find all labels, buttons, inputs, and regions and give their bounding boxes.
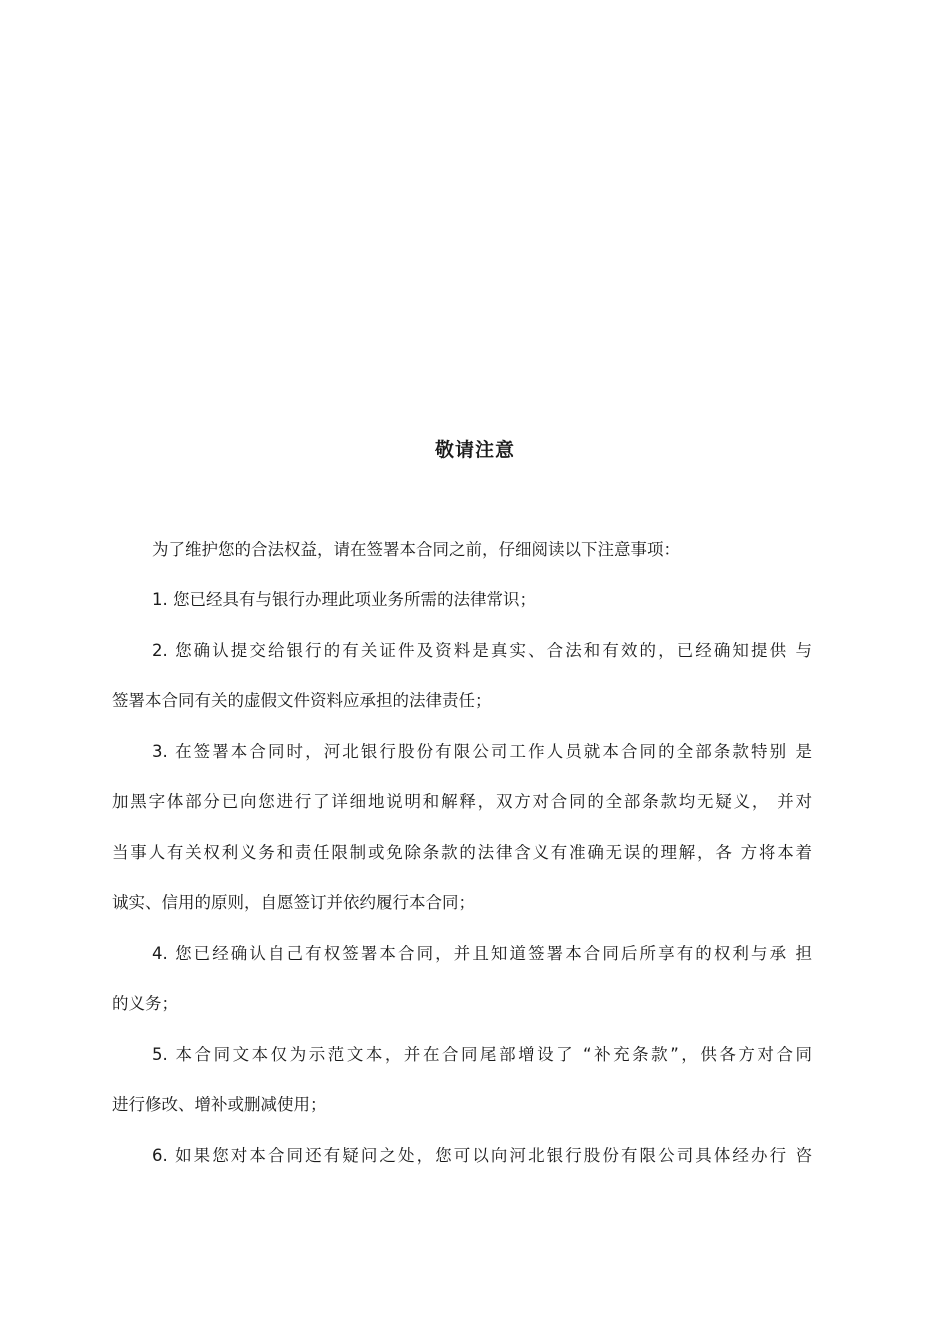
intro-line: 为了维护您的合法权益，请在签署本合同之前，仔细阅读以下注意事项： [152,540,680,559]
item-3-line-4: 诚实、信用的原则，自愿签订并依约履行本合同； [112,893,475,912]
item-3-line-3: 当事人有关权利义务和责任限制或免除条款的法律含义有准确无误的理解，各 方将本着 [112,843,812,862]
item-4-line-1: 4. 您已经确认自己有权签署本合同，并且知道签署本合同后所享有的权利与承 担 [152,944,812,963]
item-1-line: 1. 您已经具有与银行办理此项业务所需的法律常识； [152,590,536,609]
item-3-line-2: 加黑字体部分已向您进行了详细地说明和解释，双方对合同的全部条款均无疑义， 并对 [112,792,812,811]
item-6-line-1: 6. 如果您对本合同还有疑问之处，您可以向河北银行股份有限公司具体经办行 咨 [152,1146,812,1165]
item-5-line-2: 进行修改、增补或删减使用； [112,1095,327,1114]
item-2-line-2: 签署本合同有关的虚假文件资料应承担的法律责任； [112,691,492,710]
notice-title: 敬请注意 [434,439,515,461]
item-2-line-1: 2. 您确认提交给银行的有关证件及资料是真实、合法和有效的，已经确知提供 与 [152,641,812,660]
item-5-line-1: 5. 本合同文本仅为示范文本，并在合同尾部增设了 “补充条款”，供各方对合同 [152,1045,812,1064]
item-3-line-1: 3. 在签署本合同时，河北银行股份有限公司工作人员就本合同的全部条款特别 是 [152,742,812,761]
item-4-line-2: 的义务； [112,994,178,1013]
